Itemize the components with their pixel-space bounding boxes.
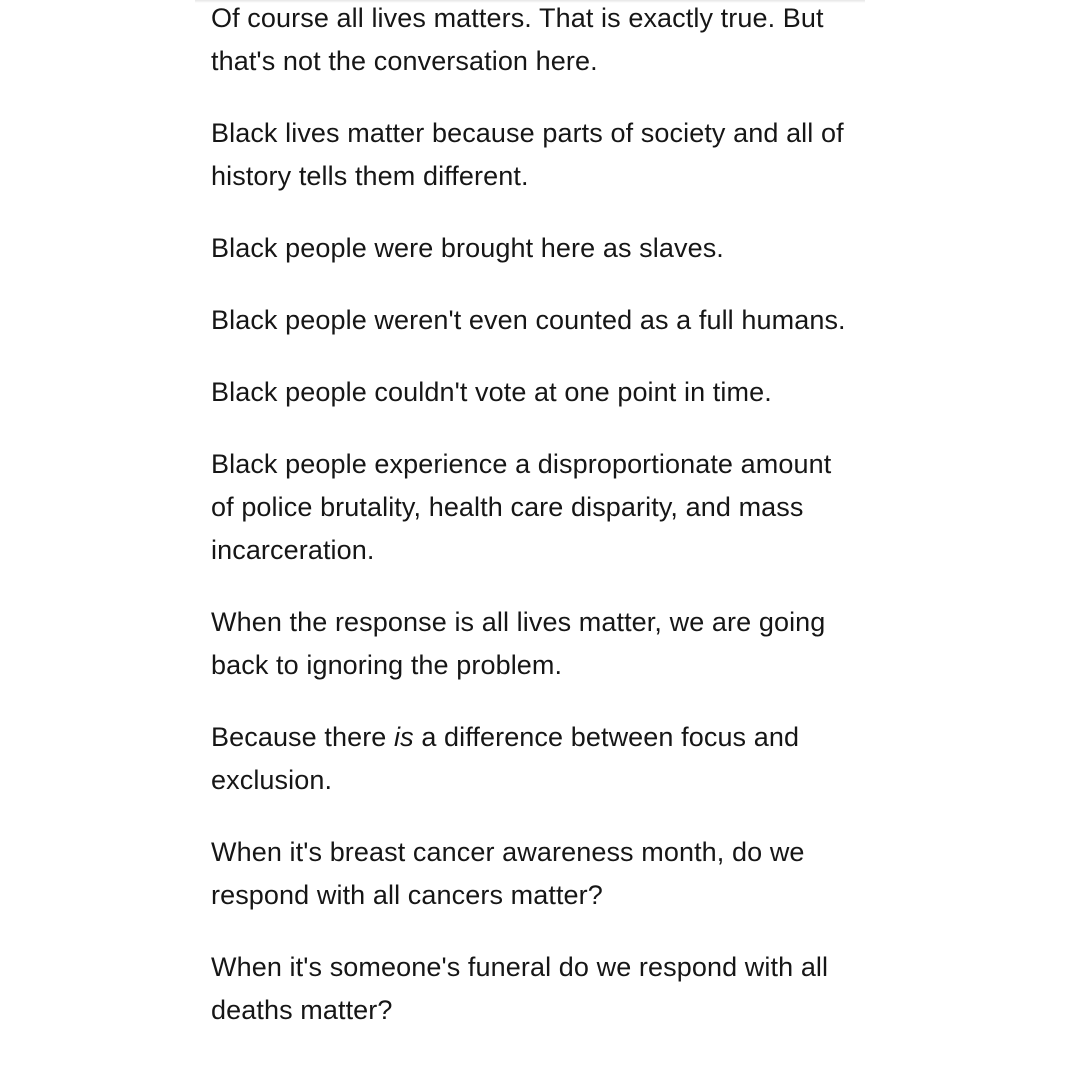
paragraph: When it's breast cancer awareness month, do we respond with all cancers matter?	[211, 837, 805, 910]
article-body	[211, 0, 861, 1061]
paragraph: Black people couldn't vote at one point in time.	[211, 377, 772, 407]
emphasis-text: is	[394, 722, 414, 752]
paragraph: Of course all lives matters. That is exactly true. But that's not the conversation here.	[211, 3, 824, 76]
paragraph: Black people experience a disproportionate amount of police brutality, health care disparity, and mass incarceration.	[211, 449, 832, 565]
paragraph: Black lives matter because parts of society and all of history tells them different.	[211, 118, 844, 191]
paragraph-focus-exclusion	[211, 716, 861, 802]
paragraph: Black people were brought here as slaves.	[211, 233, 724, 263]
paragraph: Black people weren't even counted as a full humans.	[211, 305, 846, 335]
paragraph: When the response is all lives matter, we are going back to ignoring the problem.	[211, 607, 826, 680]
paragraph-text: a difference between focus and exclusion.	[211, 722, 800, 795]
paragraph: When it's someone's funeral do we respond with all deaths matter?	[211, 952, 829, 1025]
paragraph-text: Because there	[211, 722, 395, 752]
